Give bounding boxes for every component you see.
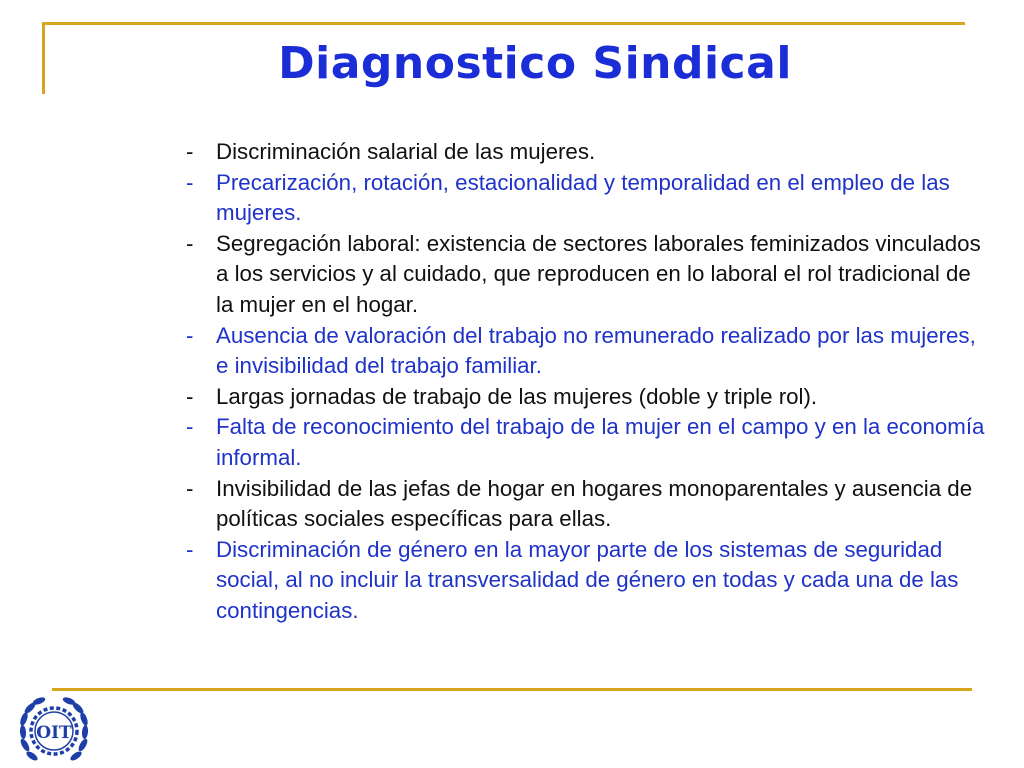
bullet-dash: - [186,230,194,256]
top-rule [42,22,965,25]
list-item-text: Invisibilidad de las jefas de hogar en hogares monoparentales y ausencia de políticas sociales específicas para ellas. [216,475,973,532]
bullet-dash: - [186,414,194,440]
bullet-dash: - [186,169,194,195]
oit-laurel-logo-icon [11,692,97,768]
list-item-text: Discriminación salarial de las mujeres. [216,139,596,164]
svg-text:OIT: OIT [36,723,72,743]
list-item-text: Falta de reconocimiento del trabajo de la mujer en el campo y en la economía informal. [216,414,985,470]
bullet-dash: - [186,475,194,501]
bullet-dash: - [186,536,194,562]
list-item-text: Ausencia de valoración del trabajo no remunerado realizado por las mujeres, e invisibilidad del trabajo familiar. [216,322,976,379]
list-item-text: Largas jornadas de trabajo de las mujeres (doble y triple rol). [216,383,818,409]
bullet-list [183,137,993,627]
list-item [183,382,993,413]
list-item [183,474,993,535]
list-item [183,137,993,168]
list-item [183,321,993,382]
list-item [183,535,993,627]
list-item-text: Segregación laboral: existencia de sectores laborales feminizados vinculados a los servicios y al cuidado, que reproducen en lo laboral el rol tradicional de la mujer en el hogar. [216,230,981,317]
list-item [183,412,993,473]
list-item-text: Precarización, rotación, estacionalidad y temporalidad en el empleo de las mujeres. [216,169,950,226]
bullet-dash: - [186,139,194,164]
list-item [183,168,993,229]
bullet-dash: - [186,383,194,409]
list-item-text: Discriminación de género en la mayor parte de los sistemas de seguridad social, al no incluir la transversalidad de género en todas y cada una de las contingencias. [216,536,959,623]
slide-title: Diagnostico Sindical [278,38,792,89]
bullet-dash: - [186,322,194,348]
list-item [183,229,993,321]
bottom-rule [52,688,972,691]
